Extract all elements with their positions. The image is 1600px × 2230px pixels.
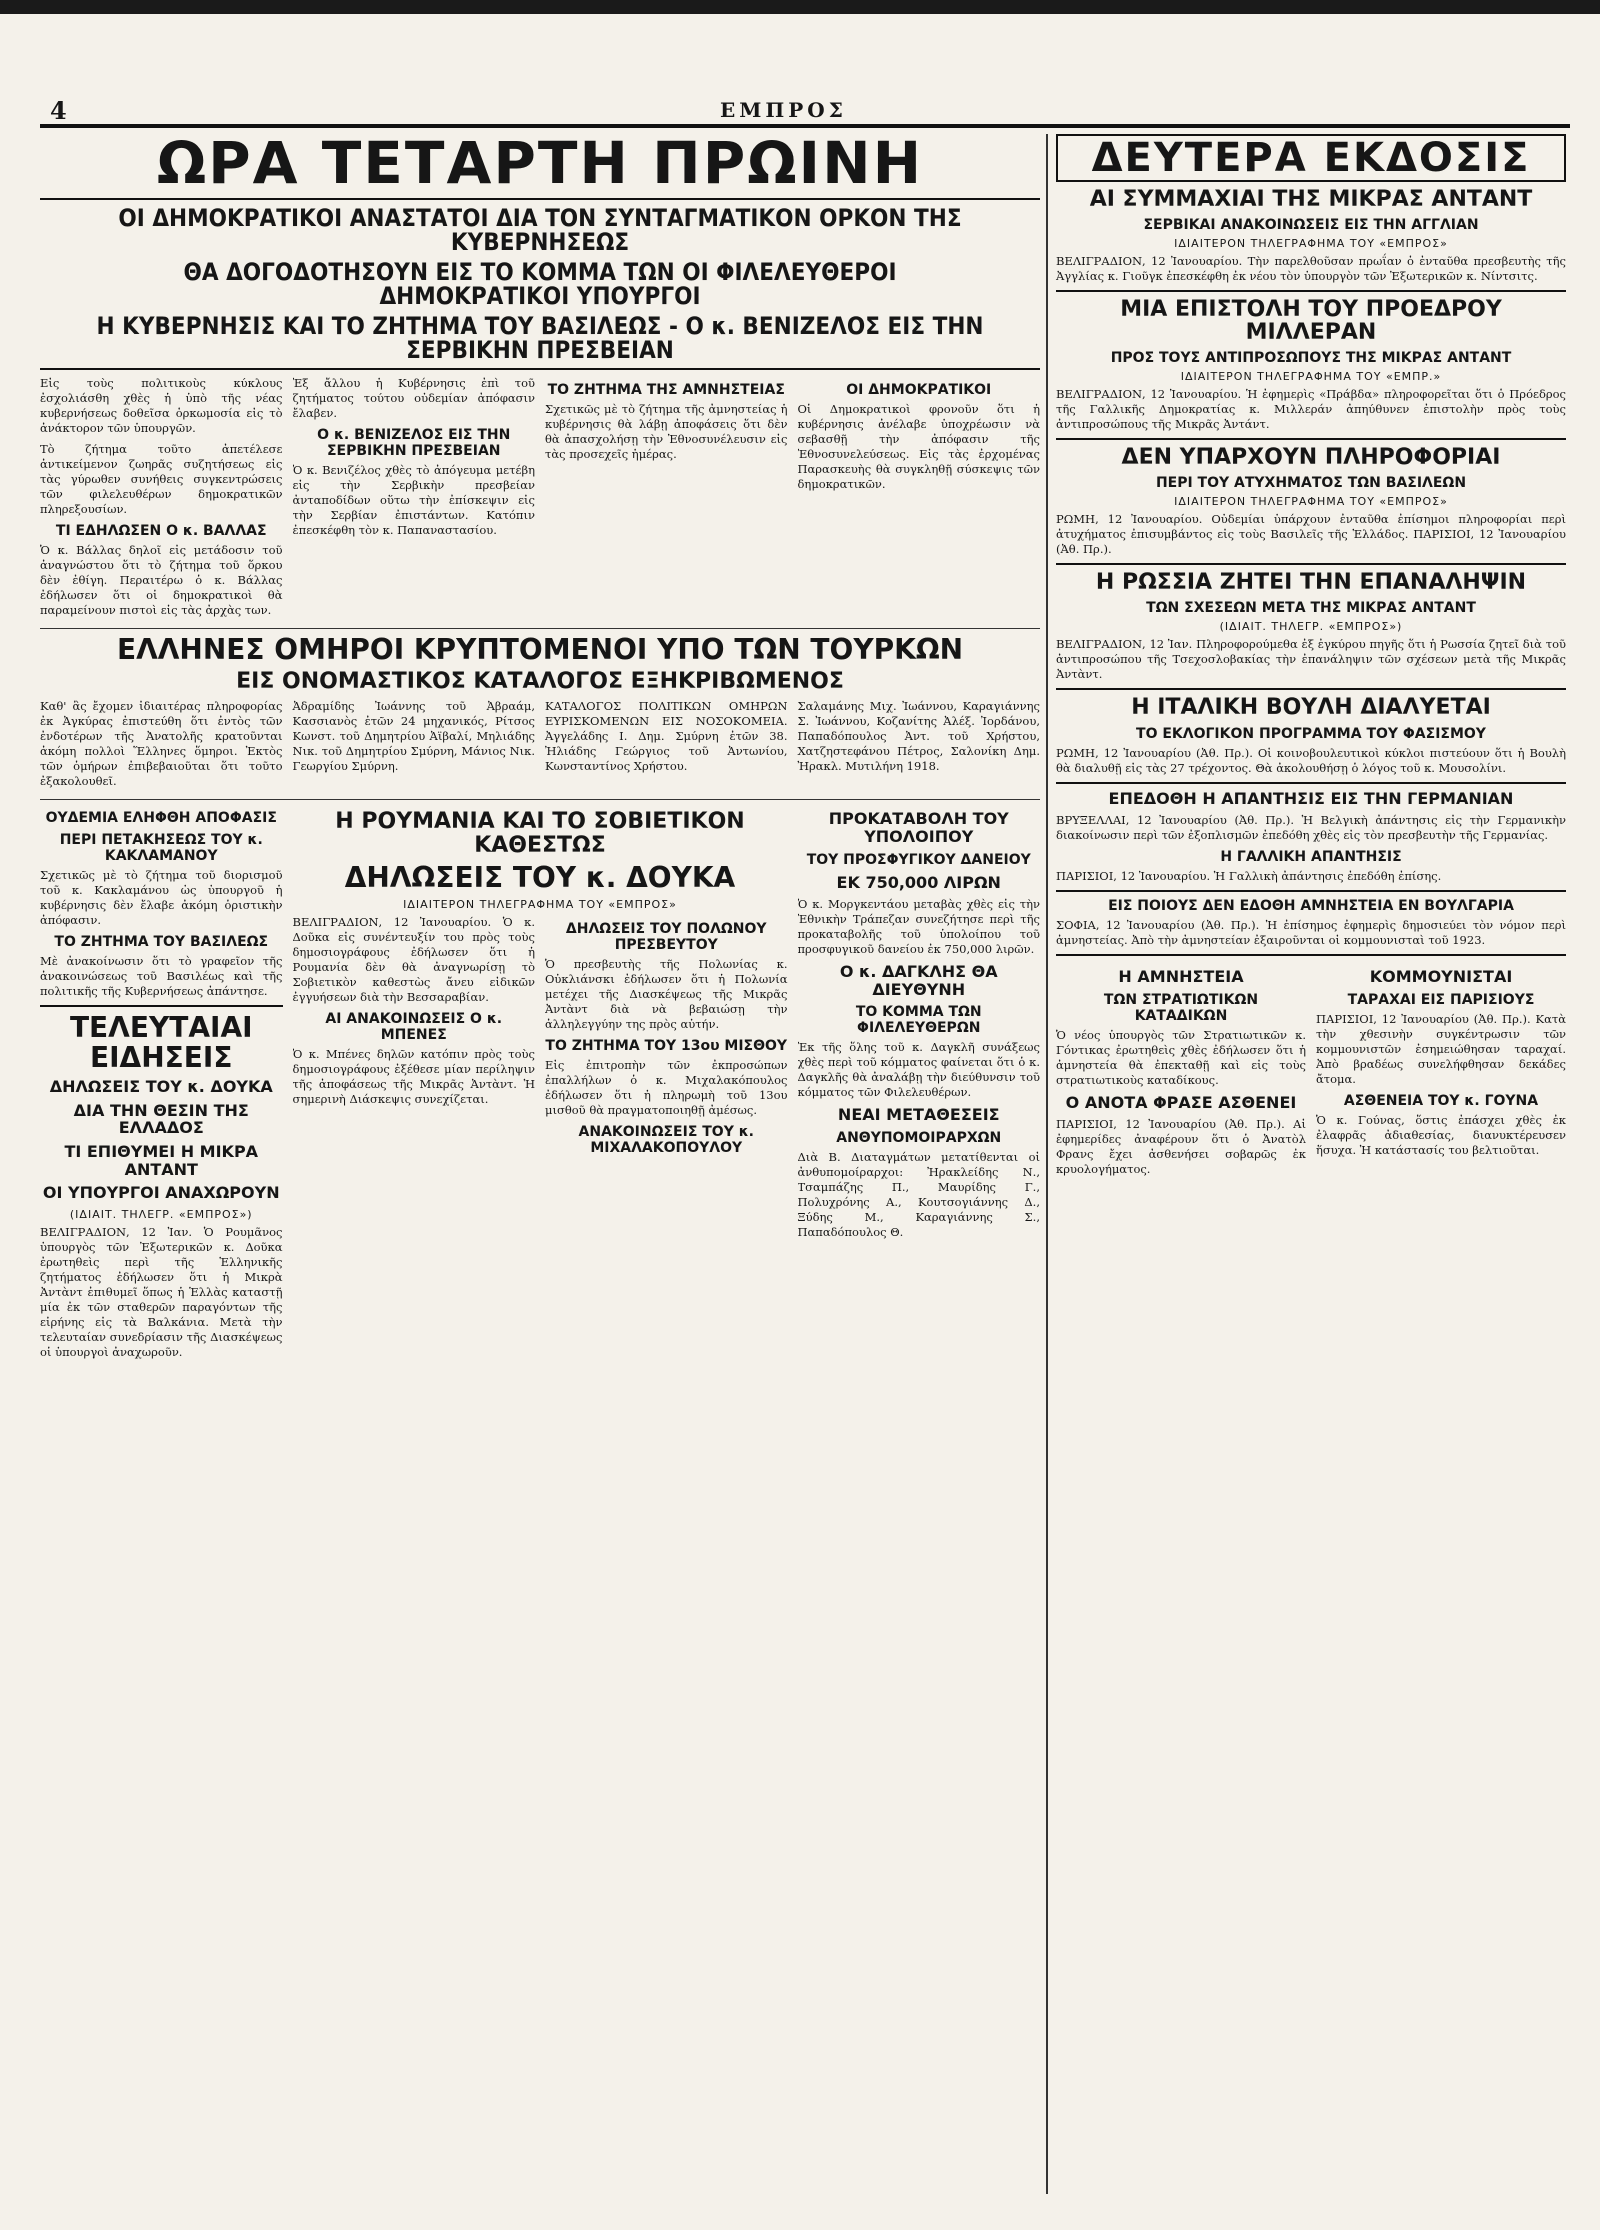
article-kicker: ΙΔΙΑΙΤΕΡΟΝ ΤΗΛΕΓΡΑΦΗΜΑ ΤΟΥ «ΕΜΠΡ.» <box>1180 370 1442 384</box>
article-title: ΚΟΜΜΟΥΝΙΣΤΑΙ <box>1369 967 1513 987</box>
subhead-king: ΤΟ ΖΗΤΗΜΑ ΤΟΥ ΒΑΣΙΛΕΩΣ <box>54 934 269 951</box>
subhead-vallas: ΤΙ ΕΔΗΛΩΣΕΝ Ο κ. ΒΑΛΛΑΣ <box>55 523 267 539</box>
article-title: ΕΠΕΔΟΘΗ Η ΑΠΑΝΤΗΣΙΣ ΕΙΣ ΤΗΝ ΓΕΡΜΑΝΙΑΝ <box>1108 788 1514 808</box>
paragraph: Μὲ ἀνακοίνωσιν ὅτι τὸ γραφεῖον τῆς ἀνακοινώσεως τοῦ Βασιλέως καὶ τῆς πολιτικῆς τῆς Κυβερνήσεως ἀπάντησε. <box>40 954 283 999</box>
article-kicker: (ΙΔΙΑΙΤ. ΤΗΛΕΓΡ. «ΕΜΠΡΟΣ») <box>1219 620 1403 634</box>
paragraph: Διὰ Β. Διαταγμάτων μετατίθενται οἱ ἀνθυπομοίραρχοι: Ἠρακλείδης Ν., Τσαμπάζης Π., Μαυρίδης Γ., Πολυχρόνης Α., Κουτσογιάννης Δ., Ξύδης Μ., Καραγιάννης Σ., Παπαδόπουλος Θ. <box>797 1150 1040 1240</box>
subhead-poles: ΔΗΛΩΣΕΙΣ ΤΟΥ ΠΟΛΩΝΟΥ ΠΡΕΣΒΕΥΤΟΥ <box>565 921 767 954</box>
romania-title: Η ΡΟΥΜΑΝΙΑ ΚΑΙ ΤΟ ΣΟΒΙΕΤΙΚΟΝ ΚΑΘΕΣΤΩΣ <box>335 809 745 858</box>
article-subtitle: ΠΡΟΣ ΤΟΥΣ ΑΝΤΙΠΡΟΣΩΠΟΥΣ ΤΗΣ ΜΙΚΡΑΣ ΑΝΤΑΝΤ <box>1110 350 1512 367</box>
article-subtitle: ΤΩΝ ΣΤΡΑΤΙΩΤΙΚΩΝ ΚΑΤΑΔΙΚΩΝ <box>1103 991 1259 1024</box>
paragraph: ΠΑΡΙΣΙΟΙ, 12 Ἰανουαρίου (Ἀθ. Πρ.). Κατὰ τὴν χθεσινὴν συγκέντρωσιν τῶν κομμουνιστῶν ἐσημειώθησαν ταραχαί. Ἀπὸ βραδέως συνελήφθησαν δεκάδες ἄτομα. <box>1316 1011 1566 1086</box>
article-subtitle: ΣΕΡΒΙΚΑΙ ΑΝΑΚΟΙΝΩΣΕΙΣ ΕΙΣ ΤΗΝ ΑΓΓΛΙΑΝ <box>1143 217 1479 234</box>
latest-sub-2: ΔΙΑ ΤΗΝ ΘΕΣΙΝ ΤΗΣ ΕΛΛΑΔΟΣ <box>73 1100 249 1138</box>
paragraph: Ὁ κ. Βάλλας δηλοῖ εἰς μετάδοσιν τοῦ ἀναγνώστου ὅτι τὸ ζήτημα τοῦ ὅρκου δὲν ἐθίγη. Περαιτέρω ὁ κ. Βάλλας ἐδήλωσεν ὅτι οἱ δημοκρατικοὶ θὰ παραμείνουν πιστοὶ εἰς τὰς ἀρχὰς των. <box>40 543 283 617</box>
article-title: ΔΕΝ ΥΠΑΡΧΟΥΝ ΠΛΗΡΟΦΟΡΙΑΙ <box>1121 445 1501 471</box>
loan-title: ΠΡΟΚΑΤΑΒΟΛΗ ΤΟΥ ΥΠΟΛΟΙΠΟΥ <box>828 809 1009 847</box>
article-subtitle: Η ΓΑΛΛΙΚΗ ΑΠΑΝΤΗΣΙΣ <box>1220 849 1402 866</box>
article-title: ΑΙ ΣΥΜΜΑΧΙΑΙ ΤΗΣ ΜΙΚΡΑΣ ΑΝΤΑΝΤ <box>1089 187 1533 212</box>
paragraph: ΠΑΡΙΣΙΟΙ, 12 Ἰανουαρίου (Ἀθ. Πρ.). Αἱ ἐφημερίδες ἀναφέρουν ὅτι ὁ Ἀνατὸλ Φρανς ἔχει ἀσθενήσει σοβαρῶς ἐκ κρυολογήματος. <box>1056 1117 1306 1177</box>
article-title: Η ΑΜΝΗΣΤΕΙΑ <box>1118 967 1244 987</box>
paragraph: ΠΑΡΙΣΙΟΙ, 12 Ἰανουαρίου. Ἡ Γαλλικὴ ἀπάντησις ἐπεδόθη ἐπίσης. <box>1056 869 1442 884</box>
paragraph: Οἱ Δημοκρατικοὶ φρονοῦν ὅτι ἡ κυβέρνησις ἀνέλαβε ὑποχρέωσιν νὰ σεβασθῇ τὴν ἀπόφασιν τῆς Ἐθνοσυνελεύσεως. Εἰς τὰς ἐρχομένας Παρασκευὴς θὰ συγκληθῇ σύσκεψις τῶν δημοκρατικῶν. <box>797 402 1040 491</box>
headline-3: Η ΚΥΒΕΡΝΗΣΙΣ ΚΑΙ ΤΟ ΖΗΤΗΜΑ ΤΟΥ ΒΑΣΙΛΕΩΣ - Ο κ. ΒΕΝΙΖΕΛΟΣ ΕΙΣ ΤΗΝ ΣΕΡΒΙΚΗΝ ΠΡΕΣΒΕΙΑΝ <box>96 312 984 364</box>
paragraph: ΒΕΛΙΓΡΑΔΙΟΝ, 12 Ἰανουαρίου. Ἡ ἐφημερὶς «Πράβδα» πληροφορεῖται ὅτι ὁ Πρόεδρος τῆς Γαλλικῆς Δημοκρατίας κ. Μιλλεράν ἀπηύθυνεν ἐπιστολὴν πρὸς τοὺς ἀντιπροσώπους τῆς Μικρᾶς Ἀντάντ. <box>1056 387 1566 432</box>
hostages-col: Σαλαμάνης Μιχ. Ἰωάννου, Καραγιάννης Σ. Ἰωάννου, Κοζανίτης Ἀλέξ. Ἰορδάνου, Παπαδόπουλος Ἀντ. τοῦ Χρήστου, Χατζηστεφάνου Πέτρος, Σαλονίκη Δημ. Ἠρακλ. Μυτιλήνη 1918. <box>797 699 1040 774</box>
article-kicker: ΙΔΙΑΙΤΕΡΟΝ ΤΗΛΕΓΡΑΦΗΜΑ ΤΟΥ «ΕΜΠΡΟΣ» <box>1174 237 1448 251</box>
article-subtitle: ΤΟ ΕΚΛΟΓΙΚΟΝ ΠΡΟΓΡΑΜΜΑ ΤΟΥ ΦΑΣΙΣΜΟΥ <box>1136 725 1486 742</box>
latest-news-title: ΤΕΛΕΥΤΑΙΑΙ ΕΙΔΗΣΕΙΣ <box>69 1011 253 1074</box>
banner-left: ΩΡΑ ΤΕΤΑΡΤΗ ΠΡΩΙΝΗ <box>156 134 924 197</box>
paragraph: ΒΡΥΞΕΛΛΑΙ, 12 Ἰανουαρίου (Ἀθ. Πρ.). Ἡ Βελγικὴ ἀπάντησις εἰς τὴν Γερμανικὴν διακοίνωσιν περὶ τῶν ἐξοπλισμῶν ἐπεδόθη χθὲς εἰς τὸν πρεσβευτὴν τῆς Γερμανίας. <box>1056 813 1566 843</box>
paragraph: ΒΕΛΙΓΡΑΔΙΟΝ, 12 Ἰαν. Ὁ Ρουμᾶνος ὑπουργὸς τῶν Ἐξωτερικῶν κ. Δοῦκα ἐρωτηθεὶς περὶ τῆς Ἑλληνικῆς ζητήματος ἐδήλωσεν ὅτι ἡ Μικρὰ Ἀντὰντ ἐπιθυμεῖ ὅπως ἡ Ἑλλὰς καταστῇ μία ἐκ τῶν σταθερῶν παραγόντων τῆς εἰρήνης εἰς τὰ Βαλκάνια. Μετὰ τὴν τελευταίαν συνεδρίασιν τῆς Διασκέψεως οἱ ὑπουργοὶ ἀναχωροῦν. <box>40 1224 283 1359</box>
latest-sub-3: ΤΙ ΕΠΙΘΥΜΕΙ Η ΜΙΚΡΑ ΑΝΤΑΝΤ <box>64 1142 259 1179</box>
paragraph: Εἰς ἐπιτροπὴν τῶν ἐκπροσώπων ἐπαλλήλων ὁ κ. Μιχαλακόπουλος ἐδήλωσεν ὅτι ἡ πληρωμὴ τοῦ 13ου μισθοῦ θὰ πραγματοποιηθῇ ἀμέσως. <box>545 1058 788 1118</box>
second-edition-column <box>1046 134 1566 2194</box>
paragraph: Ὁ κ. Μοργκεντάου μεταβὰς χθὲς εἰς τὴν Ἐθνικὴν Τράπεζαν συνεζήτησε περὶ τῆς προκαταβολῆς τοῦ ὑπολοίπου τοῦ προσφυγικοῦ δανείου ἐκ 750,000 λιρῶν. <box>797 897 1040 957</box>
article-title: Η ΙΤΑΛΙΚΗ ΒΟΥΛΗ ΔΙΑΛΥΕΤΑΙ <box>1131 695 1491 721</box>
subhead-decision-2: ΠΕΡΙ ΠΕΤΑΚΗΣΕΩΣ ΤΟΥ κ. ΚΑΚΛΑΜΑΝΟΥ <box>59 832 263 865</box>
paragraph: Σχετικῶς μὲ τὸ ζήτημα τοῦ διορισμοῦ τοῦ κ. Κακλαμάνου ὡς ὑπουργοῦ ἡ κυβέρνησις δὲν ἔλαβε ἀκόμη ὁριστικὴν ἀπόφασιν. <box>40 868 283 928</box>
masthead: ΕΜΠΡΟΣ <box>720 98 847 122</box>
article-kicker: ΙΔΙΑΙΤΕΡΟΝ ΤΗΛΕΓΡΑΦΗΜΑ ΤΟΥ «ΕΜΠΡΟΣ» <box>1174 495 1448 509</box>
paragraph: Ἐξ ἄλλου ἡ Κυβέρνησις ἐπὶ τοῦ ζητήματος τούτου οὐδεμίαν ἀπόφασιν ἔλαβεν. <box>292 376 535 420</box>
subhead-misthos: ΤΟ ΖΗΤΗΜΑ ΤΟΥ 13ου ΜΙΣΘΟΥ <box>545 1038 788 1055</box>
top-black-bar <box>0 0 1600 14</box>
paragraph: ΡΩΜΗ, 12 Ἰανουαρίου (Ἀθ. Πρ.). Οἱ κοινοβουλευτικοὶ κύκλοι πιστεύουν ὅτι ἡ Βουλὴ θὰ διαλυθῇ εἰς τὰς 27 τρέχοντος. Θὰ ἀκολουθήσῃ ὁ λόγος τοῦ κ. Μουσολίνι. <box>1056 745 1566 775</box>
paragraph: Ὁ κ. Γούνας, ὅστις ἐπάσχει χθὲς ἐκ ἐλαφρᾶς ἀδιαθεσίας, διανυκτέρευσεν ἥσυχα. Ἡ κατάστασίς του βελτιοῦται. <box>1316 1112 1566 1157</box>
lower-grid <box>40 804 1040 1365</box>
article-subtitle: ΤΑΡΑΧΑΙ ΕΙΣ ΠΑΡΙΣΙΟΥΣ <box>1347 991 1535 1008</box>
paragraph: ΒΕΛΙΓΡΑΔΙΟΝ, 12 Ἰαν. Πληροφορούμεθα ἐξ ἐγκύρου πηγῆς ὅτι ἡ Ρωσσία ζητεῖ διὰ τοῦ ἀντιπροσώπου τῆς Τσεχοσλοβακίας τὴν ἐπανάληψιν τῶν σχέσεων μετὰ τῆς Μικρᾶς Ἀντὰντ. <box>1056 637 1566 682</box>
paragraph: Ὁ κ. Μπένες δηλῶν κατόπιν πρὸς τοὺς δημοσιογράφους ἐξέθεσε μίαν περίληψιν τῆς ἀποφάσεως τῆς Μικρᾶς Ἀντὰντ. Ἡ σημερινὴ Διάσκεψις συνεχίζεται. <box>292 1047 535 1107</box>
article-title: Η ΡΩΣΣΙΑ ΖΗΤΕΙ ΤΗΝ ΕΠΑΝΑΛΗΨΙΝ <box>1095 570 1527 596</box>
romania-subtitle: ΔΗΛΩΣΕΙΣ ΤΟΥ κ. ΔΟΥΚΑ <box>344 860 736 894</box>
paragraph: Σχετικῶς μὲ τὸ ζήτημα τῆς ἀμνηστείας ἡ κυβέρνησις θὰ λάβῃ ἀποφάσεις ὅτι δὲν θὰ ἀπασχολήσῃ τὴν Ἐθνοσυνέλευσιν εἰς τὰς προσεχεῖς ἡμέρας. <box>545 402 788 461</box>
page-number: 4 <box>50 96 67 125</box>
article-title: ΕΙΣ ΠΟΙΟΥΣ ΔΕΝ ΕΔΟΘΗ ΑΜΝΗΣΤΕΙΑ ΕΝ ΒΟΥΛΓΑΡΙΑ <box>1108 898 1514 915</box>
paragraph: Εἰς τοὺς πολιτικοὺς κύκλους ἐσχολιάσθη χθὲς ἡ ὑπὸ τῆς νέας κυβερνήσεως δοθεῖσα ὁρκωμοσία εἰς τὸ ἀνάκτορον τῶν ὑπουργῶν. <box>40 376 283 435</box>
subhead-misthos-2: ΑΝΑΚΟΙΝΩΣΕΙΣ ΤΟΥ κ. ΜΙΧΑΛΑΚΟΠΟΥΛΟΥ <box>578 1124 754 1157</box>
hostages-col: Ἀδραμίδης Ἰωάννης τοῦ Ἀβραάμ, Κασσιανὸς ἐτῶν 24 μηχανικός, Ρίτσος Κωνστ. τοῦ Δημητρίου Ἀϊβαλί, Μηλιάδης Νικ. τοῦ Δημητρίου Σμύρνη, Μάνιος Νικ. Γεωργίου Σμύρνη. <box>292 699 535 774</box>
subhead-venizelos: Ο κ. ΒΕΝΙΖΕΛΟΣ ΕΙΣ ΤΗΝ ΣΕΡΒΙΚΗΝ ΠΡΕΣΒΕΙΑΝ <box>317 427 511 459</box>
paragraph: Ἐκ τῆς ὅλης τοῦ κ. Δαγκλῆ συνάξεως χθὲς περὶ τοῦ κόμματος φαίνεται ὅτι ὁ κ. Δαγκλῆς θὰ ἀναλάβῃ τὴν διεύθυνσιν τοῦ κόμματος τῶν Φιλελευθέρων. <box>797 1040 1040 1100</box>
loan-amount: ΕΚ 750,000 ΛΙΡΩΝ <box>836 872 1001 892</box>
dagklis-subtitle: ΤΟ ΚΟΜΜΑ ΤΩΝ ΦΙΛΕΛΕΥΘΕΡΩΝ <box>855 1004 982 1037</box>
top-article-grid <box>40 376 1040 624</box>
banner-right: ΔΕΥΤΕΡΑ ΕΚΔΟΣΙΣ <box>1056 134 1566 182</box>
subhead-democrats: ΟΙ ΔΗΜΟΚΡΑΤΙΚΟΙ <box>846 382 992 398</box>
hostages-subtitle: ΕΙΣ ΟΝΟΜΑΣΤΙΚΟΣ ΚΑΤΑΛΟΓΟΣ ΕΞΗΚΡΙΒΩΜΕΝΟΣ <box>236 669 844 695</box>
paragraph: Τὸ ζήτημα τοῦτο ἀπετέλεσε ἀντικείμενον ζωηρᾶς συζητήσεως εἰς τὰς γύρωθεν συνήθεις συγκεντρώσεις τῶν φιλελευθέρων δημοκρατικῶν πληρεξουσίων. <box>40 442 283 516</box>
paragraph: ΡΩΜΗ, 12 Ἰανουαρίου. Οὐδεμίαι ὑπάρχουν ἐνταῦθα ἐπίσημοι πληροφορίαι περὶ ἀτυχήματος ἐπισυμβάντος εἰς τοὺς Βασιλεῖς τῆς Ἑλλάδος. ΠΑΡΙΣΙΟΙ, 12 Ἰανουαρίου (Ἀθ. Πρ.). <box>1056 512 1566 557</box>
romania-kicker: ΙΔΙΑΙΤΕΡΟΝ ΤΗΛΕΓΡΑΦΗΜΑ ΤΟΥ «ΕΜΠΡΟΣ» <box>403 898 677 912</box>
paragraph: ΒΕΛΙΓΡΑΔΙΟΝ, 12 Ἰανουαρίου. Ὁ κ. Δοῦκα εἰς συνέντευξίν του πρὸς τοὺς δημοσιογράφους ἐδήλωσεν ὅτι ἡ Ρουμανία δὲν θὰ ἀναγνωρίσῃ τὸ Σοβιετικὸν καθεστὼς ἄνευ εἰδικῶν ἐγγυήσεων διὰ τὴν Βεσσαραβίαν. <box>292 915 535 1005</box>
main-column <box>40 134 1040 2194</box>
nomarch-subtitle: ΑΝΘΥΠΟΜΟΙΡΑΡΧΩΝ <box>836 1130 1002 1147</box>
hostages-grid <box>40 699 1040 795</box>
paragraph: ΒΕΛΙΓΡΑΔΙΟΝ, 12 Ἰανουαρίου. Τὴν παρελθοῦσαν πρωΐαν ὁ ἐνταῦθα πρεσβευτὴς τῆς Ἀγγλίας κ. Γιοῦγκ ἐπεσκέφθη ἐκ νέου τὸν ὑπουργὸν τῶν Ἐξωτερικῶν κ. Νίντσιτς. <box>1056 254 1566 284</box>
subhead-benes: ΑΙ ΑΝΑΚΟΙΝΩΣΕΙΣ Ο κ. ΜΠΕΝΕΣ <box>325 1011 503 1044</box>
hostages-col: ΚΑΤΑΛΟΓΟΣ ΠΟΛΙΤΙΚΩΝ ΟΜΗΡΩΝ ΕΥΡΙΣΚΟΜΕΝΩΝ ΕΙΣ ΝΟΣΟΚΟΜΕΙΑ. Ἀγγελάδης Ι. Δημ. Σμύρνη ἐτῶν 38. Ἠλιάδης Γεώργιος τοῦ Ἀντωνίου, Κωνσταντίνος Χρήστου. <box>545 699 788 774</box>
article-title: ΜΙΑ ΕΠΙΣΤΟΛΗ ΤΟΥ ΠΡΟΕΔΡΟΥ ΜΙΛΛΕΡΑΝ <box>1120 297 1502 346</box>
article-subtitle: ΠΕΡΙ ΤΟΥ ΑΤΥΧΗΜΑΤΟΣ ΤΩΝ ΒΑΣΙΛΕΩΝ <box>1155 475 1467 492</box>
paragraph: Ὁ πρεσβευτὴς τῆς Πολωνίας κ. Οὐκλιάνσκι ἐδήλωσεν ὅτι ἡ Πολωνία μετέχει τῆς Διασκέψεως τῆς Μικρᾶς Ἀντὰντ διὰ νὰ βεβαιώσῃ τὴν ἀλληλεγγύην της πρὸς αὐτήν. <box>545 957 788 1032</box>
article-subtitle: ΤΩΝ ΣΧΕΣΕΩΝ ΜΕΤΑ ΤΗΣ ΜΙΚΡΑΣ ΑΝΤΑΝΤ <box>1146 600 1476 617</box>
headline-2: ΘΑ ΔΟΓΟΔΟΤΗΣΟΥΝ ΕΙΣ ΤΟ ΚΟΜΜΑ ΤΩΝ ΟΙ ΦΙΛΕΛΕΥΘΕΡΟΙ ΔΗΜΟΚΡΑΤΙΚΟΙ ΥΠΟΥΡΓΟΙ <box>183 258 897 310</box>
latest-sub-4: ΟΙ ΥΠΟΥΡΓΟΙ ΑΝΑΧΩΡΟΥΝ <box>42 1183 280 1203</box>
page-header <box>40 96 1570 128</box>
dagklis-title: Ο κ. ΔΑΓΚΛΗΣ ΘΑ ΔΙΕΥΘΥΝΗ <box>839 962 998 999</box>
hostages-col: Καθ' ἃς ἔχομεν ἰδιαιτέρας πληροφορίας ἐκ Ἀγκύρας ἐπιστεύθη ὅτι ἐντὸς τῶν ἐνδοτέρων τῆς Ἀνατολῆς κρατοῦνται ἀκόμη πολλοὶ Ἕλληνες ὅμηροι. Ἐκτὸς τῶν ὁμήρων ἐπιβεβαιοῦται ὅτι τοῦτο ἐξακολουθεῖ. <box>40 699 283 789</box>
latest-kicker: (ΙΔΙΑΙΤ. ΤΗΛΕΓΡ. «ΕΜΠΡΟΣ») <box>69 1207 253 1221</box>
subhead-amnesty: ΤΟ ΖΗΤΗΜΑ ΤΗΣ ΑΜΝΗΣΤΕΙΑΣ <box>547 382 785 398</box>
latest-sub-1: ΔΗΛΩΣΕΙΣ ΤΟΥ κ. ΔΟΥΚΑ <box>49 1077 273 1097</box>
article-title: ΑΣΘΕΝΕΙΑ ΤΟΥ κ. ΓΟΥΝΑ <box>1343 1092 1539 1109</box>
headline-1: ΟΙ ΔΗΜΟΚΡΑΤΙΚΟΙ ΑΝΑΣΤΑΤΟΙ ΔΙΑ ΤΟΝ ΣΥΝΤΑΓΜΑΤΙΚΟΝ ΟΡΚΟΝ ΤΗΣ ΚΥΒΕΡΝΗΣΕΩΣ <box>118 204 962 256</box>
paragraph: Ὁ νέος ὑπουργὸς τῶν Στρατιωτικῶν κ. Γόντικας ἐρωτηθεὶς χθὲς ἐδήλωσεν ὅτι ἡ ἀμνηστεία θὰ ἐπεκταθῇ καὶ εἰς τοὺς στρατιωτικοὺς καταδίκους. <box>1056 1027 1306 1087</box>
nomarch-title: ΝΕΑΙ ΜΕΤΑΘΕΣΕΙΣ <box>837 1105 1000 1125</box>
subhead-decision: ΟΥΔΕΜΙΑ ΕΛΗΦΘΗ ΑΠΟΦΑΣΙΣ <box>45 810 277 827</box>
loan-subtitle: ΤΟΥ ΠΡΟΣΦΥΓΙΚΟΥ ΔΑΝΕΙΟΥ <box>806 851 1031 868</box>
hostages-title: ΕΛΛΗΝΕΣ ΟΜΗΡΟΙ ΚΡΥΠΤΟΜΕΝΟΙ ΥΠΟ ΤΩΝ ΤΟΥΡΚΩΝ <box>116 633 964 666</box>
paragraph: ΣΟΦΙΑ, 12 Ἰανουαρίου (Ἀθ. Πρ.). Ἡ ἐπίσημος ἐφημερὶς δημοσιεύει τὸν νόμον περὶ ἀμνηστείας. Ἀπὸ τὴν ἀμνηστείαν ἐξαιροῦνται οἱ κομμουνισταὶ τοῦ 1923. <box>1056 918 1566 948</box>
article-title: Ο ΑΝΟΤΑ ΦΡΑΣΕ ΑΣΘΕΝΕΙ <box>1065 1092 1297 1112</box>
paragraph: Ὁ κ. Βενιζέλος χθὲς τὸ ἀπόγευμα μετέβη εἰς τὴν Σερβικὴν πρεσβείαν ἀνταποδίδων οὕτω τὴν ἐπίσκεψιν εἰς τὴν Σερβίαν ἐπιστάντων. Κατόπιν ἐπεσκέφθη τὸν κ. Παπαναστασίου. <box>292 463 535 537</box>
